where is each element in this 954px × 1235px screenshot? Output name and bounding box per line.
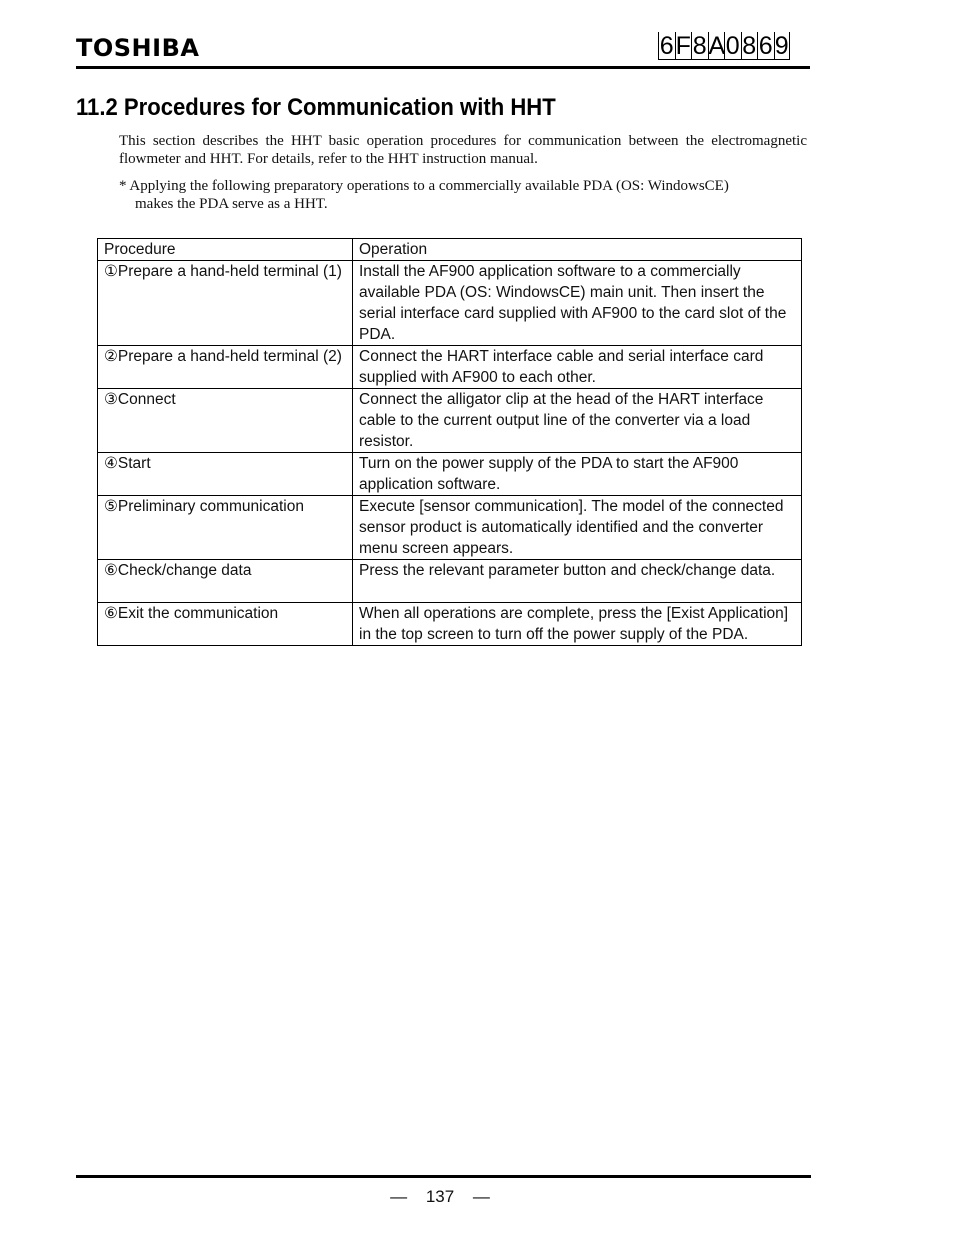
doc-number-char: 8 bbox=[692, 32, 707, 60]
procedure-cell: ③Connect bbox=[98, 389, 353, 453]
table-row bbox=[98, 389, 802, 453]
table-row bbox=[98, 496, 802, 560]
table-row bbox=[98, 560, 802, 603]
doc-number-char: 6 bbox=[758, 32, 773, 60]
operation-cell: Install the AF900 application software to a commercially available PDA (OS: WindowsCE) main unit. Then insert the serial interface card supplied with AF900 to the card slot of the PDA. bbox=[353, 261, 802, 346]
table-row bbox=[98, 603, 802, 646]
doc-number-char: 6 bbox=[659, 32, 674, 60]
page-number: — 137 — bbox=[390, 1187, 490, 1206]
doc-number-char: F bbox=[675, 32, 691, 60]
header-procedure: Procedure bbox=[98, 239, 353, 261]
doc-number-char: 0 bbox=[725, 32, 740, 60]
toshiba-logo: TOSHIBA bbox=[76, 34, 200, 62]
doc-number-char: A bbox=[708, 32, 726, 60]
doc-number-char: 8 bbox=[742, 32, 757, 60]
procedure-cell: ②Prepare a hand-held terminal (2) bbox=[98, 346, 353, 389]
procedure-cell: ①Prepare a hand-held terminal (1) bbox=[98, 261, 353, 346]
procedure-cell: ⑥Check/change data bbox=[98, 560, 353, 603]
procedure-table bbox=[97, 238, 802, 646]
header-operation: Operation bbox=[353, 239, 802, 261]
table-row bbox=[98, 453, 802, 496]
table-row bbox=[98, 346, 802, 389]
operation-cell: Press the relevant parameter button and check/change data. bbox=[353, 560, 802, 603]
note-line-1: * Applying the following preparatory operations to a commercially available PDA (OS: WindowsCE) bbox=[119, 178, 729, 194]
operation-cell: Turn on the power supply of the PDA to start the AF900 application software. bbox=[353, 453, 802, 496]
intro-paragraph: This section describes the HHT basic operation procedures for communication between the electromagnetic flowmeter and HHT. For details, refer to the HHT instruction manual. bbox=[119, 133, 807, 167]
document-number bbox=[658, 32, 808, 62]
header-rule bbox=[76, 66, 810, 69]
footer-rule bbox=[76, 1175, 811, 1178]
operation-cell: Connect the alligator clip at the head of the HART interface cable to the current output line of the converter via a load resistor. bbox=[353, 389, 802, 453]
table-header-row bbox=[98, 239, 802, 261]
procedure-cell: ⑤Preliminary communication bbox=[98, 496, 353, 560]
operation-cell: Execute [sensor communication]. The model of the connected sensor product is automatically identified and the converter menu screen appears. bbox=[353, 496, 802, 560]
pda-note bbox=[119, 177, 809, 213]
operation-cell: When all operations are complete, press the [Exist Application] in the top screen to turn off the power supply of the PDA. bbox=[353, 603, 802, 646]
operation-cell: Connect the HART interface cable and serial interface card supplied with AF900 to each other. bbox=[353, 346, 802, 389]
procedure-cell: ⑥Exit the communication bbox=[98, 603, 353, 646]
procedure-cell: ④Start bbox=[98, 453, 353, 496]
note-line-2: makes the PDA serve as a HHT. bbox=[135, 196, 328, 212]
doc-number-char: 9 bbox=[774, 32, 789, 60]
table-row bbox=[98, 261, 802, 346]
section-title: 11.2 Procedures for Communication with HHT bbox=[76, 94, 556, 121]
